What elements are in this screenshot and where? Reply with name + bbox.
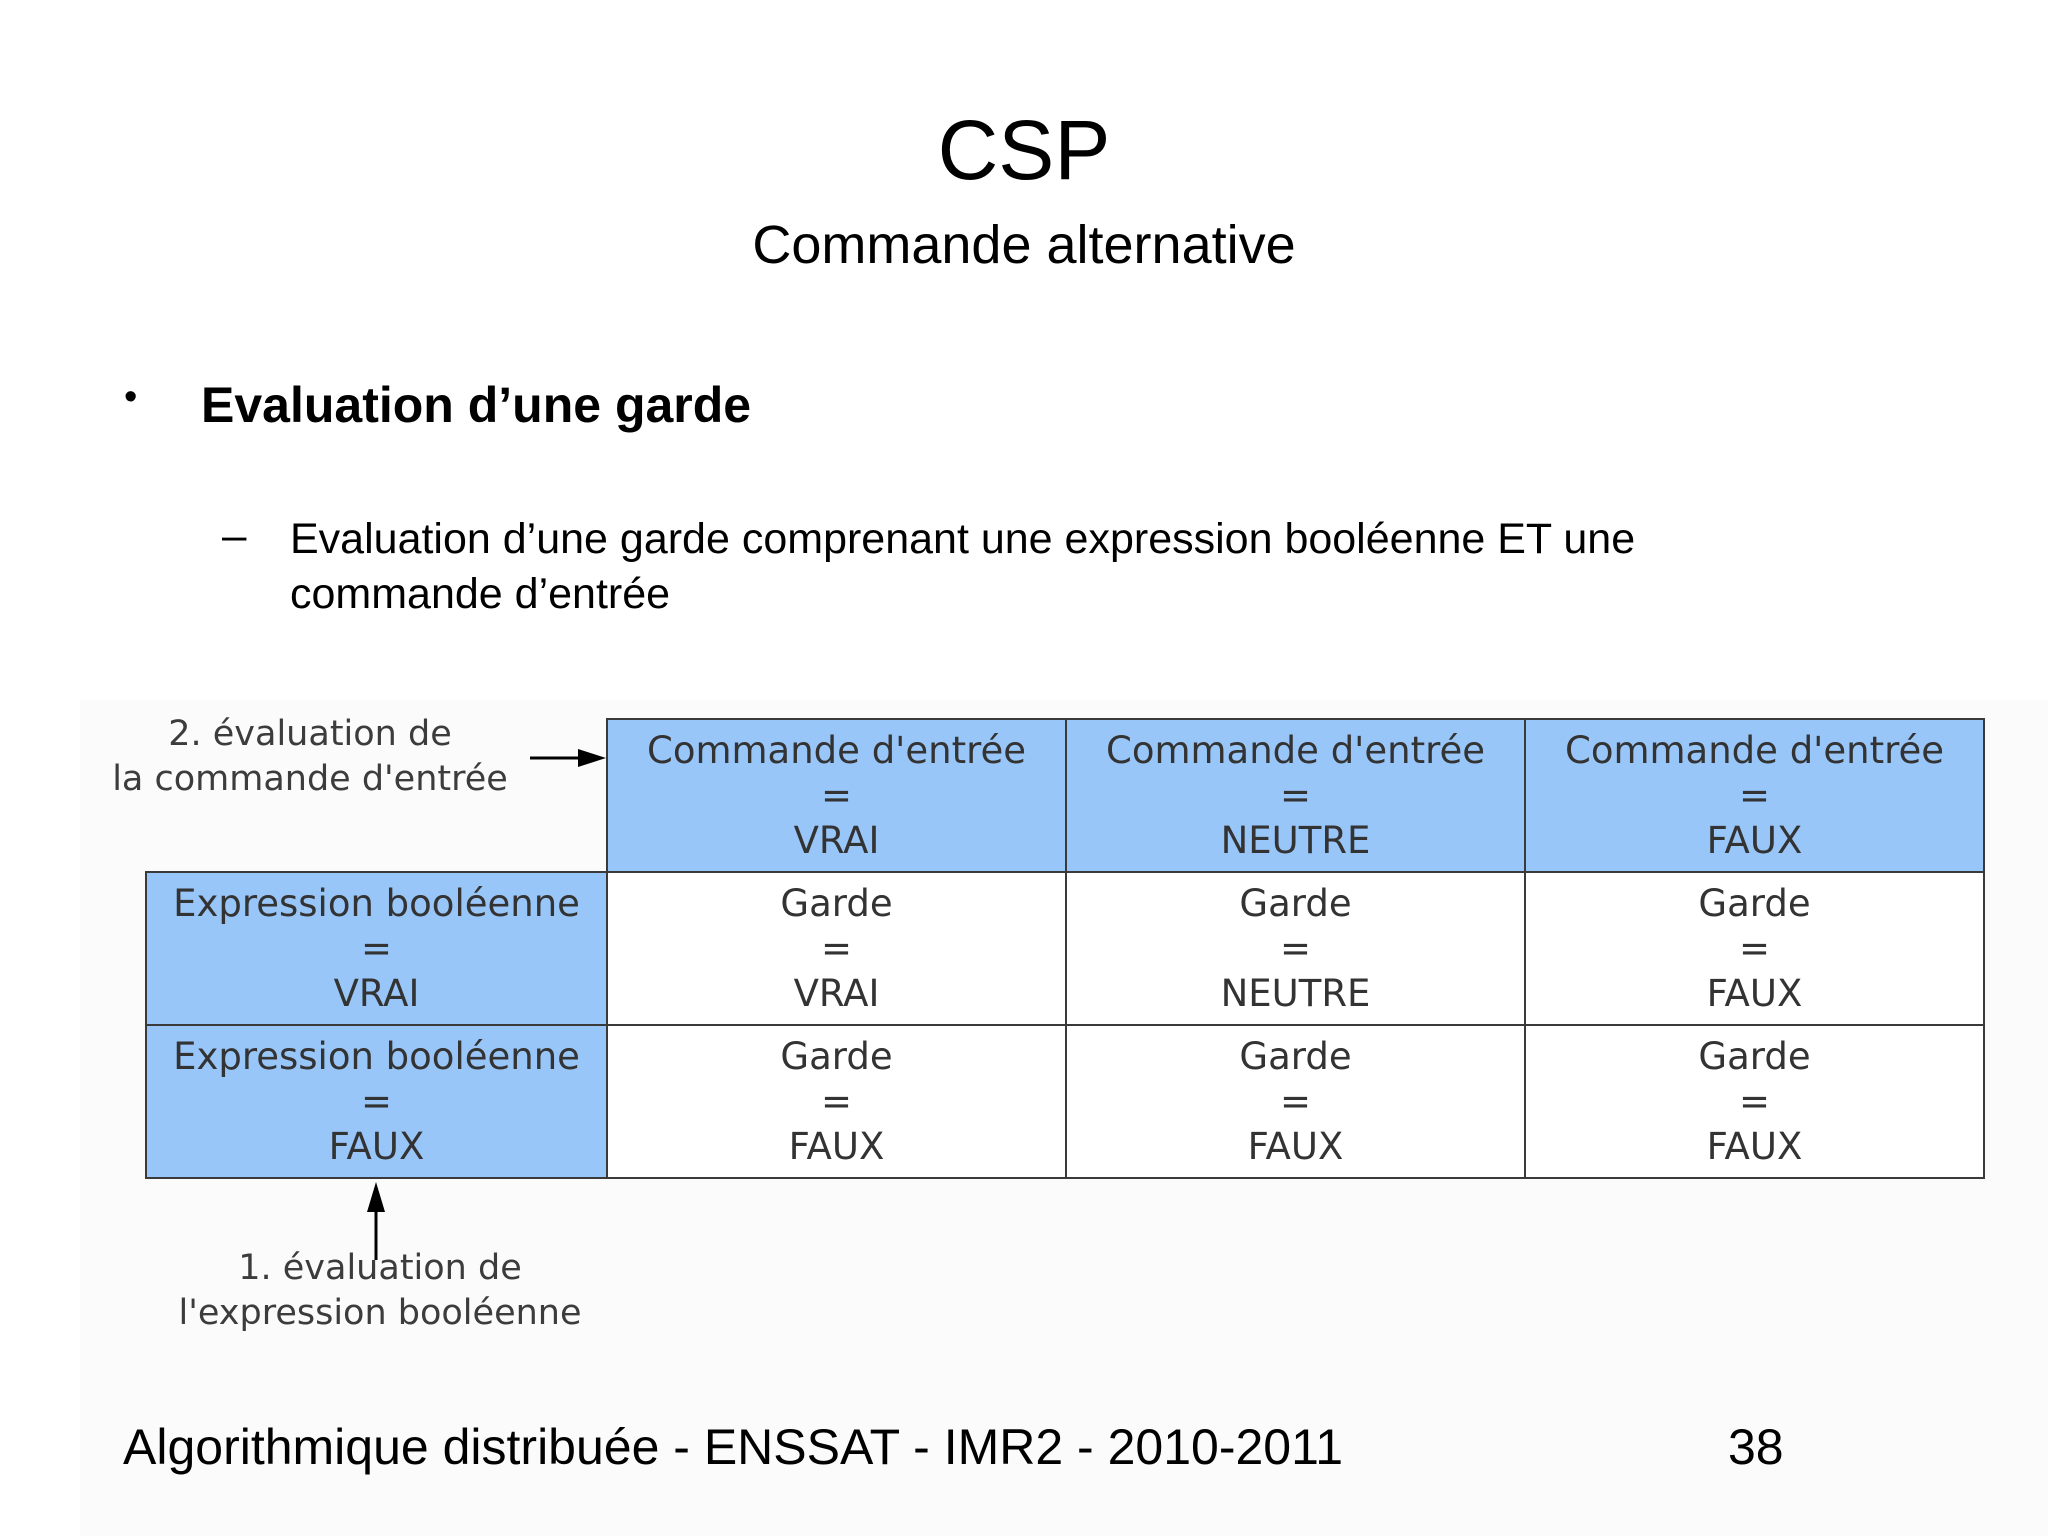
annotation-line: 1. évaluation de <box>238 1248 522 1288</box>
cell-line: FAUX <box>1247 1125 1344 1168</box>
guard-cell <box>1065 1024 1526 1179</box>
cell-line: Garde <box>780 1035 893 1078</box>
cell-line: Garde <box>780 882 893 925</box>
annotation-line: l'expression booléenne <box>178 1293 582 1333</box>
cell-line: = <box>360 927 392 970</box>
cell-line: Garde <box>1239 1035 1352 1078</box>
cell-line: = <box>1279 927 1311 970</box>
cell-line: FAUX <box>1706 1125 1803 1168</box>
guard-cell <box>1524 1024 1985 1179</box>
cell-line: = <box>1738 774 1770 817</box>
cell-line: = <box>820 774 852 817</box>
annotation-boolean-evaluation <box>150 1246 610 1336</box>
column-header-input-neutral <box>1065 718 1526 873</box>
cell-line: VRAI <box>793 972 880 1015</box>
row-header-boolean-true <box>145 871 608 1026</box>
cell-line: = <box>820 1080 852 1123</box>
annotation-line: la commande d'entrée <box>112 759 508 799</box>
cell-line: Garde <box>1698 1035 1811 1078</box>
cell-line: FAUX <box>328 1125 425 1168</box>
footer-text: Algorithmique distribuée - ENSSAT - IMR2 - 2010-2011 <box>123 1419 1343 1475</box>
column-header-input-true <box>606 718 1067 873</box>
guard-cell <box>606 1024 1067 1179</box>
cell-line: = <box>1279 1080 1311 1123</box>
page-number: 38 <box>1728 1419 1784 1475</box>
cell-line: Garde <box>1239 882 1352 925</box>
annotation-input-evaluation <box>90 712 530 802</box>
guard-cell <box>1524 871 1985 1026</box>
annotation-line: 2. évaluation de <box>168 714 452 754</box>
cell-line: = <box>1738 1080 1770 1123</box>
cell-line: FAUX <box>1706 819 1803 862</box>
guard-cell <box>606 871 1067 1026</box>
cell-line: Expression booléenne <box>173 882 580 925</box>
column-header-input-false <box>1524 718 1985 873</box>
bullet-dot: • <box>124 376 138 418</box>
cell-line: = <box>1738 927 1770 970</box>
cell-line: Garde <box>1698 882 1811 925</box>
bullet-heading: Evaluation d’une garde <box>201 377 752 433</box>
cell-line: Commande d'entrée <box>647 729 1026 772</box>
slide-title: CSP <box>937 103 1111 197</box>
cell-line: VRAI <box>333 972 420 1015</box>
cell-line: Expression booléenne <box>173 1035 580 1078</box>
cell-line: Commande d'entrée <box>1565 729 1944 772</box>
cell-line: Commande d'entrée <box>1106 729 1485 772</box>
cell-line: FAUX <box>788 1125 885 1168</box>
cell-line: NEUTRE <box>1220 819 1371 862</box>
cell-line: FAUX <box>1706 972 1803 1015</box>
guard-cell <box>1065 871 1526 1026</box>
cell-line: = <box>820 927 852 970</box>
slide-subtitle: Commande alternative <box>752 215 1296 275</box>
cell-line: = <box>1279 774 1311 817</box>
cell-line: NEUTRE <box>1220 972 1371 1015</box>
cell-line: VRAI <box>793 819 880 862</box>
sub-bullet-dash: – <box>222 511 247 560</box>
cell-line: = <box>360 1080 392 1123</box>
row-header-boolean-false <box>145 1024 608 1179</box>
sub-bullet-text: Evaluation d’une garde comprenant une expression booléenne ET une commande d’entrée <box>290 515 1636 618</box>
